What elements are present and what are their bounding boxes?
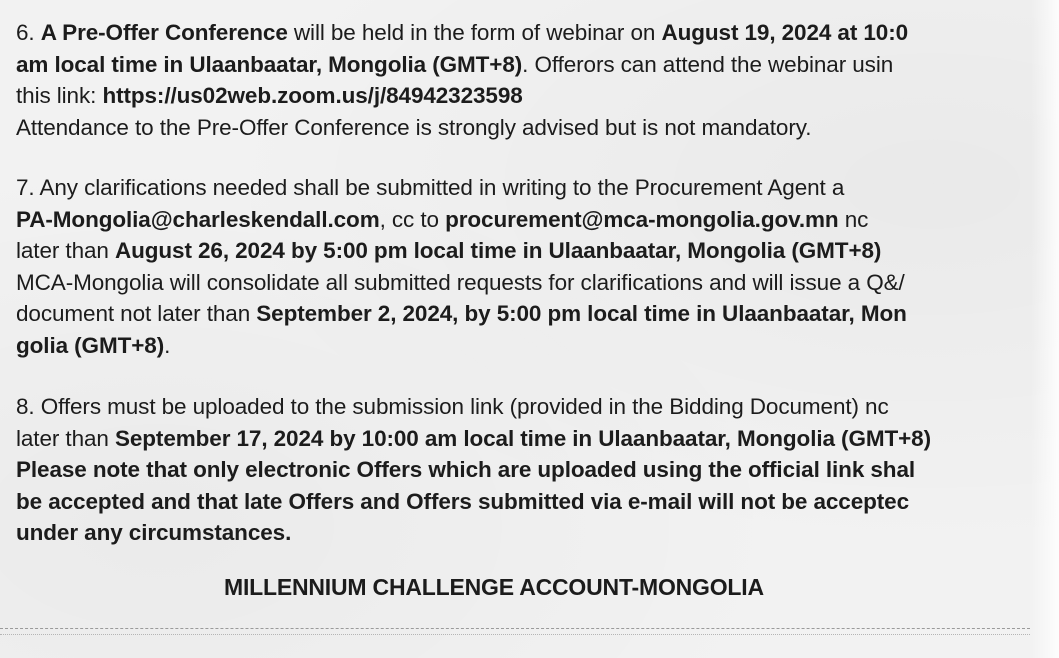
paragraph-7-line-4: MCA-Mongolia will consolidate all submitted requests for clarifications and will issue a Q&/ (16, 269, 905, 295)
paragraph-8-line-1: 8. Offers must be uploaded to the submission link (provided in the Bidding Document) nc (16, 394, 889, 419)
conference-time: am local time in Ulaanbaatar, Mongolia (GMT+8) (16, 51, 523, 77)
qa-document-deadline: September 2, 2024, by 5:00 pm local time in Ulaanbaatar, Mon (256, 301, 907, 326)
divider-line-secondary (0, 634, 1030, 635)
mca-procurement-email: procurement@mca-mongolia.gov.mn (445, 206, 839, 232)
paragraph-8-line-5: under any circumstances. (16, 520, 292, 545)
paragraph-8-line-4: be accepted and that late Offers and Offers submitted via e-mail will not be acceptec (16, 488, 909, 514)
clarification-deadline: August 26, 2024 by 5:00 pm local time in Ulaanbaatar, Mongolia (GMT+8) (114, 238, 882, 263)
paragraph-8 (16, 391, 1059, 549)
paragraph-7 (16, 172, 1059, 361)
paragraph-7-line-1: 7. Any clarifications needed shall be submitted in writing to the Procurement Agent a (16, 175, 845, 200)
paragraph-8-line-2: later than September 17, 2024 by 10:00 am local time in Ulaanbaatar, Mongolia (GMT+8) (16, 425, 931, 451)
paragraph-7-line-6: golia (GMT+8). (16, 332, 171, 358)
paragraph-6-line-3: this link: https://us02web.zoom.us/j/84942323598 (16, 83, 523, 108)
pre-offer-conference-term: A Pre-Offer Conference (40, 20, 288, 45)
paragraph-7-line-3: later than August 26, 2024 by 5:00 pm local time in Ulaanbaatar, Mongolia (GMT+8) (16, 238, 882, 263)
offer-submission-deadline: September 17, 2024 by 10:00 am local time in Ulaanbaatar, Mongolia (GMT+8) (114, 425, 931, 451)
divider-line (0, 628, 1030, 629)
paragraph-6-line-2: am local time in Ulaanbaatar, Mongolia (GMT+8). Offerors can attend the webinar usin (16, 51, 894, 77)
signatory-organization: MILLENNIUM CHALLENGE ACCOUNT-MONGOLIA (224, 574, 764, 600)
paragraph-7-line-5: document not later than September 2, 2024, by 5:00 pm local time in Ulaanbaatar, Mon (16, 301, 907, 326)
procurement-agent-email: PA-Mongolia@charleskendall.com (16, 206, 380, 232)
paragraph-7-line-2: PA-Mongolia@charleskendall.com, cc to procurement@mca-mongolia.gov.mn nc (16, 206, 869, 232)
conference-date: August 19, 2024 at 10:0 (661, 20, 909, 45)
document-body (16, 17, 1059, 549)
webinar-link: https://us02web.zoom.us/j/84942323598 (102, 83, 523, 108)
page-edge-shading (1031, 0, 1059, 658)
paragraph-8-line-3: Please note that only electronic Offers which are uploaded using the official link shal (16, 457, 916, 482)
paragraph-6-line-1: 6. A Pre-Offer Conference will be held in the form of webinar on August 19, 2024 at 10:0 (16, 20, 909, 45)
paragraph-6-line-4: Attendance to the Pre-Offer Conference is strongly advised but is not mandatory. (16, 114, 812, 140)
paragraph-6 (16, 17, 1059, 143)
